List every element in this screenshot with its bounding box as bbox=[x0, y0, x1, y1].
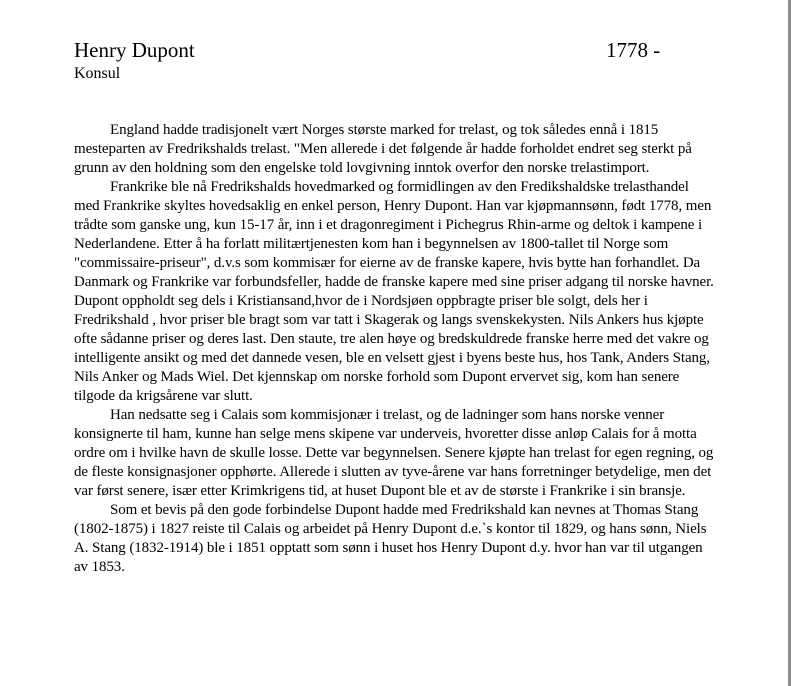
paragraph-1: England hadde tradisjonelt vært Norges største marked for trelast, og tok således ennå i 1815 mesteparten av Fredrikshalds trelast. "Men allerede i det følgende år hadde forholdet endret seg sterkt på grunn av den holdning som den engelske told lovgivning inntok overfor den norske trelastimport. bbox=[74, 122, 692, 176]
paragraph-4: Som et bevis på den gode forbindelse Dupont hadde med Fredrikshald kan nevnes at Thomas Stang (1802-1875) i 1827 reiste til Calais og arbeidet på Henry Dupont d.e.`s kontor til 1829, og hans sønn, Niels A. Stang (1832-1914) ble i 1851 opptatt som sønn i huset hos Henry Dupont d.y. hvor han var til utgangen av 1853. bbox=[74, 502, 707, 575]
document-title: Henry Dupont bbox=[74, 38, 195, 62]
title-years: 1778 - bbox=[606, 38, 661, 62]
paragraph-3: Han nedsatte seg i Calais som kommisjonær i trelast, og de ladninger som hans norske venner konsignerte til ham, kunne han selge mens skipene var underveis, hvoretter disse anløp Calais for å motta ordre om i hvilke havn de skulle losse. Dette var begynnelsen. Senere kjøpte han trelast for egen regning, og de fleste konsignasjoner opphørte. Allerede i slutten av tyve-årene var hans forretninger betydelige, men det var først senere, især etter Krimkrigens tid, at huset Dupont ble et av de største i Frankrike i sin bransje. bbox=[74, 407, 714, 499]
document-body bbox=[74, 121, 714, 577]
document-subtitle: Konsul bbox=[74, 65, 121, 82]
paragraph-2: Frankrike ble nå Fredrikshalds hovedmarked og formidlingen av den Fredikshaldske trelasthandel med Frankrike skyltes hovedsaklig en enkel person, Henry Dupont. Han var kjøpmannsønn, født 1778, men trådte som ganske ung, kun 15-17 år, inn i et dragonregiment i Pichegrus Rhin-arme og deltok i kampene i Nederlandene. Etter å ha forlatt militærtjenesten kom han i begynnelsen av 1800-tallet til Norge som "commissaire-priseur", d.v.s som kommisær for eierne av de franske kapere, hvis bytte han forhandlet. Da Danmark og Frankrike var forbundsfeller, hadde de franske kapere med sine priser adgang til norske havner. Dupont oppholdt seg dels i Kristiansand,hvor de i Nordsjøen oppbragte priser ble solgt, dels her i Fredrikshald , hvor priser ble bragt som var tatt i Skagerak og langs svenskekysten. Nils Ankers hus kjøpte ofte sådanne priser og deres last. Den staute, tre alen høye og bredskuldrede franske herre med det vakre og intelligente ansikt og med det dannede vesen, ble en velsett gjest i byens beste hus, hos Tank, Anders Stang, Nils Anker og Mads Wiel. Det kjennskap om norske forhold som Dupont ervervet sig, kom han senere tilgode da krigsårene var slutt. bbox=[74, 179, 714, 404]
